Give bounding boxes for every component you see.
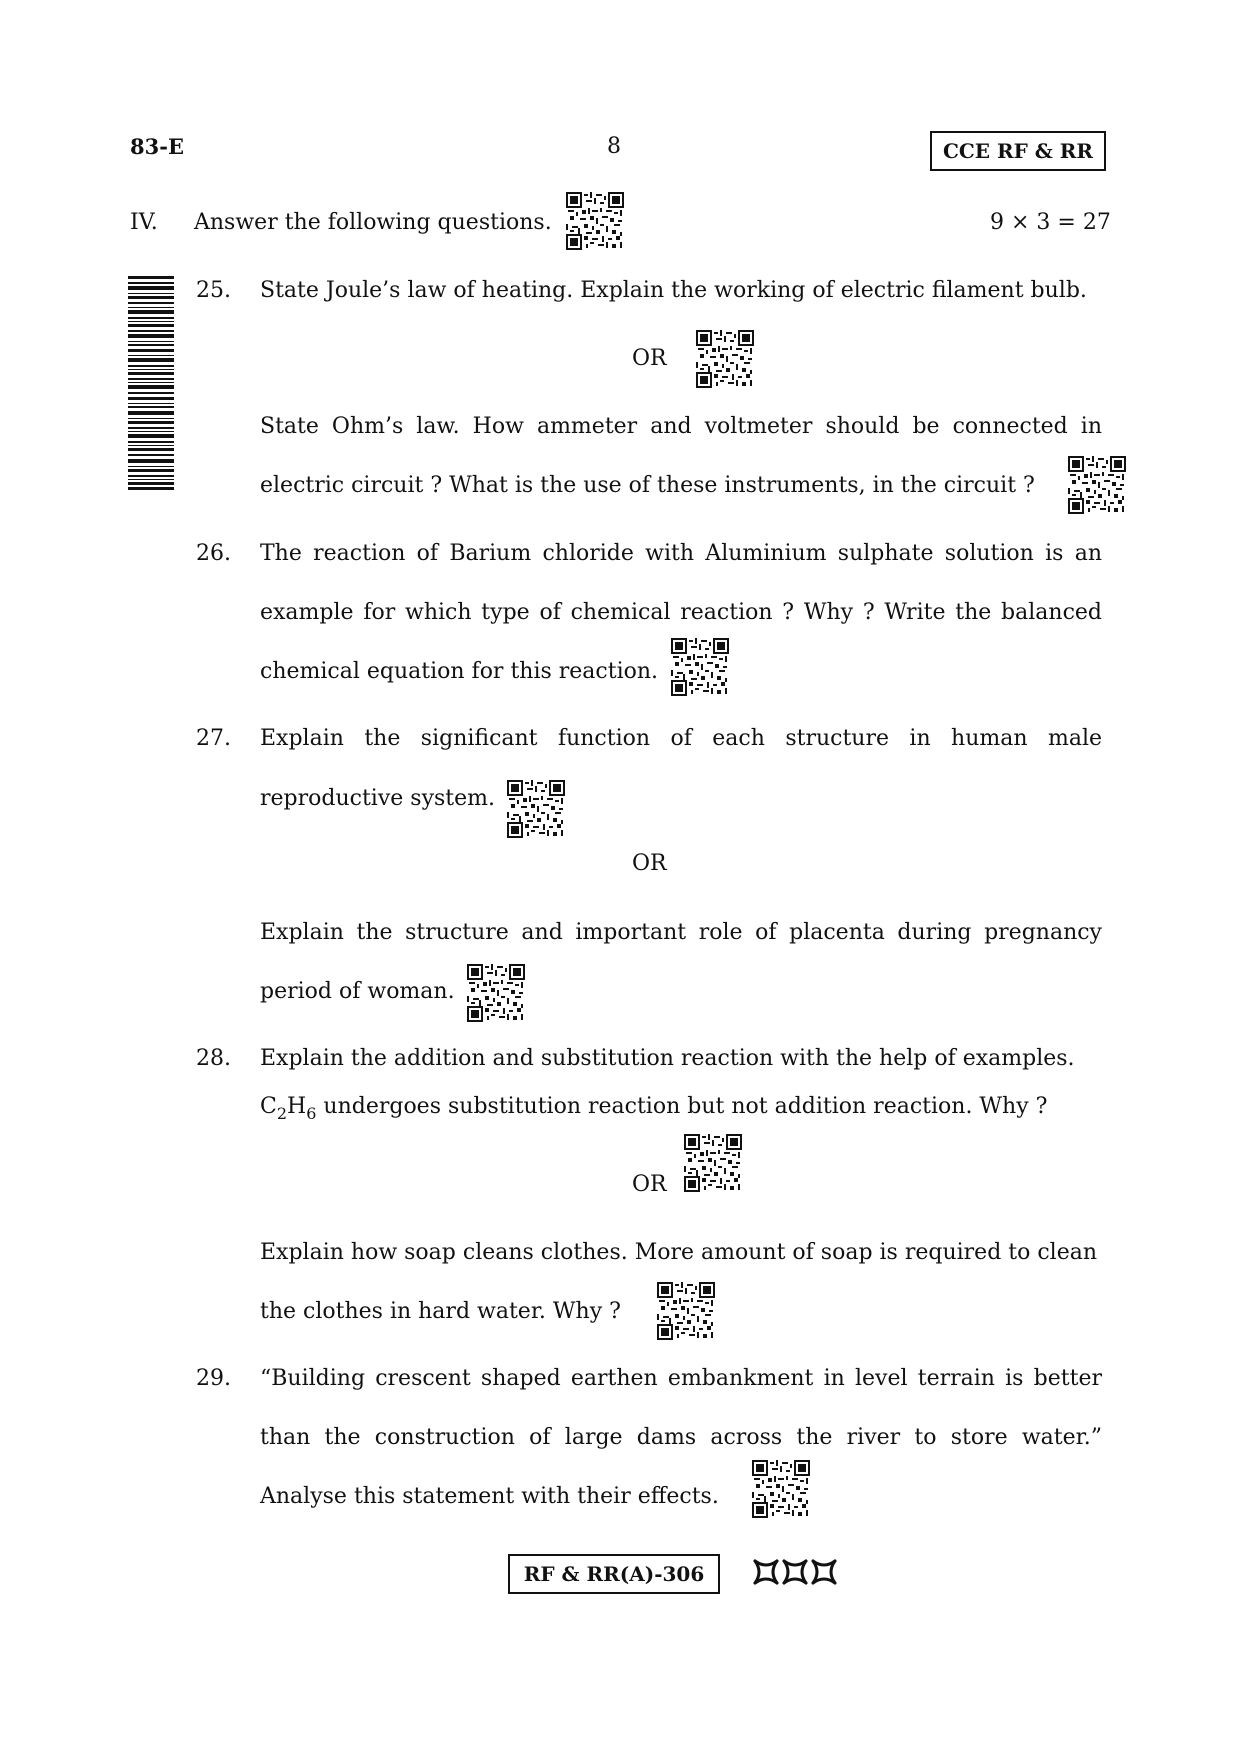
section-marks: 9 × 3 = 27 — [990, 210, 1111, 235]
page-number: 8 — [607, 134, 621, 159]
q28-or: OR — [632, 1172, 667, 1197]
q28-line2-text: undergoes substitution reaction but not addition reaction. Why ? — [316, 1094, 1048, 1119]
series-box: CCE RF & RR — [930, 131, 1106, 171]
formula-c: C — [260, 1094, 277, 1119]
formula-h-subscript: 6 — [306, 1104, 317, 1123]
qr-code-icon — [657, 1282, 715, 1340]
q25-or: OR — [632, 346, 667, 371]
q25-number: 25. — [196, 278, 231, 303]
q29-line2: than the construction of large dams across the river to store water.” — [260, 1425, 1102, 1450]
q25-alt-line2: electric circuit ? What is the use of these instruments, in the circuit ? — [260, 473, 1035, 498]
q27-or: OR — [632, 851, 667, 876]
footer-code-box: RF & RR(A)-306 — [508, 1554, 720, 1594]
qr-code-icon — [671, 638, 729, 696]
q26-line3: chemical equation for this reaction. — [260, 659, 659, 684]
q29-line3: Analyse this statement with their effects. — [260, 1484, 719, 1509]
q26-line1: The reaction of Barium chloride with Aluminium sulphate solution is an — [260, 541, 1102, 566]
section-instruction: Answer the following questions. — [194, 210, 552, 235]
q25-line1: State Joule’s law of heating. Explain the working of electric filament bulb. — [260, 278, 1087, 303]
formula-c-subscript: 2 — [276, 1104, 288, 1123]
q27-number: 27. — [196, 726, 231, 751]
q26-number: 26. — [196, 541, 231, 566]
paper-code: 83-E — [130, 134, 184, 159]
q28-number: 28. — [196, 1046, 231, 1071]
q28-line1: Explain the addition and substitution reaction with the help of examples. — [260, 1046, 1075, 1071]
q26-line2: example for which type of chemical reaction ? Why ? Write the balanced — [260, 600, 1102, 625]
q28-line2 — [260, 1096, 1047, 1122]
qr-code-icon — [467, 964, 525, 1022]
q27-line1: Explain the significant function of each structure in human male — [260, 726, 1102, 751]
q28-alt-line1: Explain how soap cleans clothes. More amount of soap is required to clean — [260, 1240, 1098, 1265]
qr-code-icon — [684, 1134, 742, 1192]
q28-alt-line2: the clothes in hard water. Why ? — [260, 1299, 621, 1324]
q29-number: 29. — [196, 1366, 231, 1391]
q27-alt-line1: Explain the structure and important role of placenta during pregnancy — [260, 920, 1102, 945]
section-numeral: IV. — [130, 210, 158, 235]
formula-h: H — [287, 1094, 307, 1119]
qr-code-icon — [696, 330, 754, 388]
q27-line2: reproductive system. — [260, 786, 495, 811]
qr-code-icon — [566, 192, 624, 250]
qr-code-icon — [752, 1460, 810, 1518]
q25-alt-line1: State Ohm’s law. How ammeter and voltmeter should be connected in — [260, 414, 1102, 439]
floral-ornament-icon — [752, 1557, 838, 1587]
q29-line1: “Building crescent shaped earthen embankment in level terrain is better — [260, 1366, 1102, 1391]
qr-code-icon — [1068, 456, 1126, 514]
qr-code-icon — [507, 780, 565, 838]
barcode-icon — [128, 276, 174, 490]
q27-alt-line2: period of woman. — [260, 979, 455, 1004]
